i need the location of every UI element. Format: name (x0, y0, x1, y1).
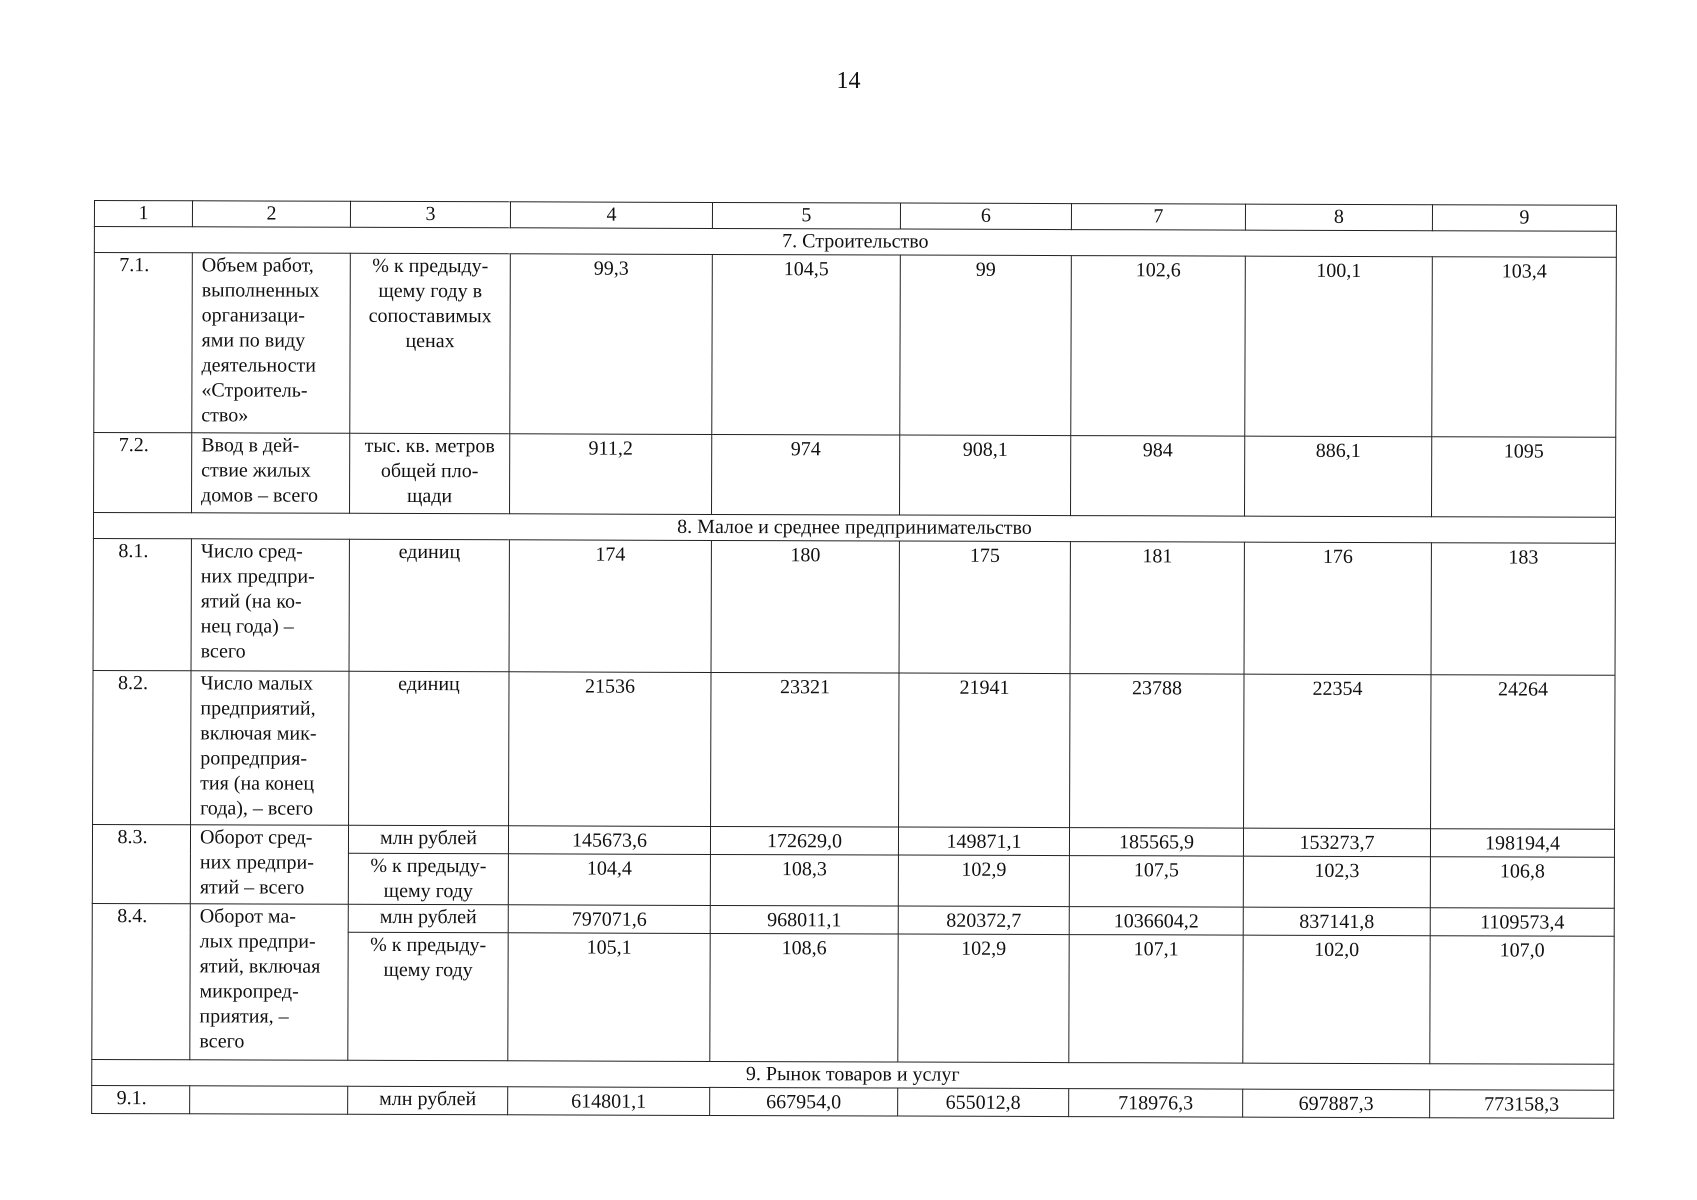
value-cell: 667954,0 (710, 1087, 898, 1116)
table-row (92, 1085, 1614, 1118)
value-cell: 102,3 (1243, 856, 1430, 908)
value-cell: 99 (900, 255, 1072, 436)
value-cell: 153273,7 (1243, 828, 1430, 857)
table-row (94, 433, 1616, 518)
value-cell: 718976,3 (1069, 1089, 1243, 1118)
value-cell: 797071,6 (508, 905, 710, 934)
value-cell: 24264 (1431, 675, 1615, 830)
value-cell: 655012,8 (898, 1088, 1069, 1117)
page-number: 14 (836, 68, 861, 94)
value-cell: 100,1 (1245, 256, 1433, 437)
header-cell: 1 (94, 201, 192, 227)
value-cell: 105,1 (508, 933, 710, 1062)
indicator-name: Объем работ, выполненных организаци- ями по виду деятельности «Строитель- ство» (192, 253, 351, 433)
value-cell: 180 (711, 540, 899, 673)
unit-cell: единиц (349, 539, 509, 672)
header-cell: 9 (1432, 205, 1616, 232)
unit-cell: единиц (349, 671, 509, 826)
value-cell: 176 (1244, 542, 1431, 675)
unit-cell: % к предыду- щему году (348, 853, 508, 905)
value-cell: 172629,0 (710, 826, 898, 855)
value-cell: 1109573,4 (1430, 908, 1614, 937)
value-cell: 1036604,2 (1069, 907, 1243, 936)
value-cell: 23321 (711, 672, 899, 827)
value-cell: 198194,4 (1430, 829, 1614, 858)
indicator-name: Оборот ма- лых предпри- ятий, включая микропред- приятия, – всего (190, 904, 348, 1060)
indicator-name: Число сред- них предпри- ятий (на ко- нец года) – всего (191, 539, 349, 671)
value-cell: 614801,1 (508, 1087, 710, 1116)
value-cell: 911,2 (510, 434, 712, 515)
indicator-name: Число малых предприятий, включая мик- ропредприя- тия (на конец года), – всего (191, 671, 349, 825)
header-cell: 8 (1245, 204, 1432, 231)
value-cell: 174 (509, 540, 711, 673)
header-cell: 3 (350, 201, 510, 228)
value-cell: 102,9 (898, 934, 1069, 1063)
value-cell: 103,4 (1432, 257, 1617, 438)
value-cell: 107,1 (1069, 935, 1243, 1064)
table-row (93, 670, 1615, 829)
value-cell: 107,5 (1069, 856, 1243, 908)
value-cell: 820372,7 (898, 906, 1069, 935)
value-cell: 22354 (1244, 674, 1431, 829)
value-cell: 21536 (509, 672, 711, 827)
row-number: 8.4. (92, 903, 190, 1059)
value-cell: 181 (1070, 542, 1244, 675)
indicators-table (91, 200, 1617, 1119)
unit-cell: % к предыду- щему году (348, 932, 508, 1061)
row-number: 8.1. (93, 538, 191, 670)
table-row (92, 903, 1614, 936)
value-cell: 773158,3 (1430, 1090, 1614, 1119)
unit-cell: тыс. кв. метров общей пло- щади (350, 433, 510, 514)
table-row (93, 538, 1615, 675)
value-cell: 837141,8 (1243, 907, 1430, 936)
header-cell: 4 (510, 202, 712, 229)
row-number: 8.3. (92, 824, 190, 903)
value-cell: 886,1 (1245, 436, 1432, 517)
unit-cell: млн рублей (348, 904, 508, 933)
value-cell: 102,6 (1071, 256, 1246, 437)
section-title-small-business: 8. Малое и среднее предпринимательство (93, 513, 1615, 544)
value-cell: 908,1 (900, 435, 1071, 516)
value-cell: 99,3 (510, 254, 713, 435)
value-cell: 102,9 (898, 855, 1069, 907)
unit-cell: % к предыду- щему году в сопоставимых ценах (350, 253, 511, 434)
value-cell: 183 (1431, 543, 1615, 676)
indicator-name: Оборот сред- них предпри- ятий – всего (190, 825, 348, 904)
header-cell: 7 (1071, 204, 1245, 231)
header-cell: 6 (900, 203, 1071, 230)
value-cell: 984 (1071, 436, 1245, 517)
value-cell: 23788 (1070, 674, 1244, 829)
section-title-market: 9. Рынок товаров и услуг (92, 1059, 1614, 1090)
table-row (92, 824, 1614, 857)
value-cell: 102,0 (1243, 935, 1430, 1064)
value-cell: 108,3 (710, 854, 898, 906)
value-cell: 106,8 (1430, 857, 1614, 909)
value-cell: 185565,9 (1069, 828, 1243, 857)
section-title-construction: 7. Строительство (94, 227, 1616, 258)
row-number: 7.1. (94, 253, 193, 433)
table-row (94, 253, 1617, 438)
indicator-name (190, 1086, 348, 1114)
indicator-name: Ввод в дей- ствие жилых домов – всего (192, 433, 350, 513)
row-number: 8.2. (93, 670, 191, 824)
value-cell: 21941 (899, 673, 1070, 828)
value-cell: 149871,1 (898, 827, 1069, 856)
unit-cell: млн рублей (348, 825, 508, 854)
indicators-table-wrap (91, 200, 1616, 1119)
row-number: 7.2. (94, 433, 192, 513)
value-cell: 107,0 (1430, 936, 1614, 1065)
value-cell: 104,5 (712, 254, 901, 435)
value-cell: 145673,6 (508, 826, 710, 855)
header-cell: 5 (712, 202, 900, 229)
value-cell: 108,6 (710, 933, 898, 1062)
value-cell: 104,4 (508, 854, 710, 906)
value-cell: 974 (712, 434, 900, 515)
value-cell: 175 (899, 541, 1070, 674)
value-cell: 968011,1 (710, 905, 898, 934)
header-cell: 2 (192, 201, 350, 227)
value-cell: 697887,3 (1243, 1089, 1430, 1118)
unit-cell: млн рублей (348, 1086, 508, 1115)
value-cell: 1095 (1432, 437, 1616, 518)
row-number: 9.1. (92, 1085, 190, 1113)
